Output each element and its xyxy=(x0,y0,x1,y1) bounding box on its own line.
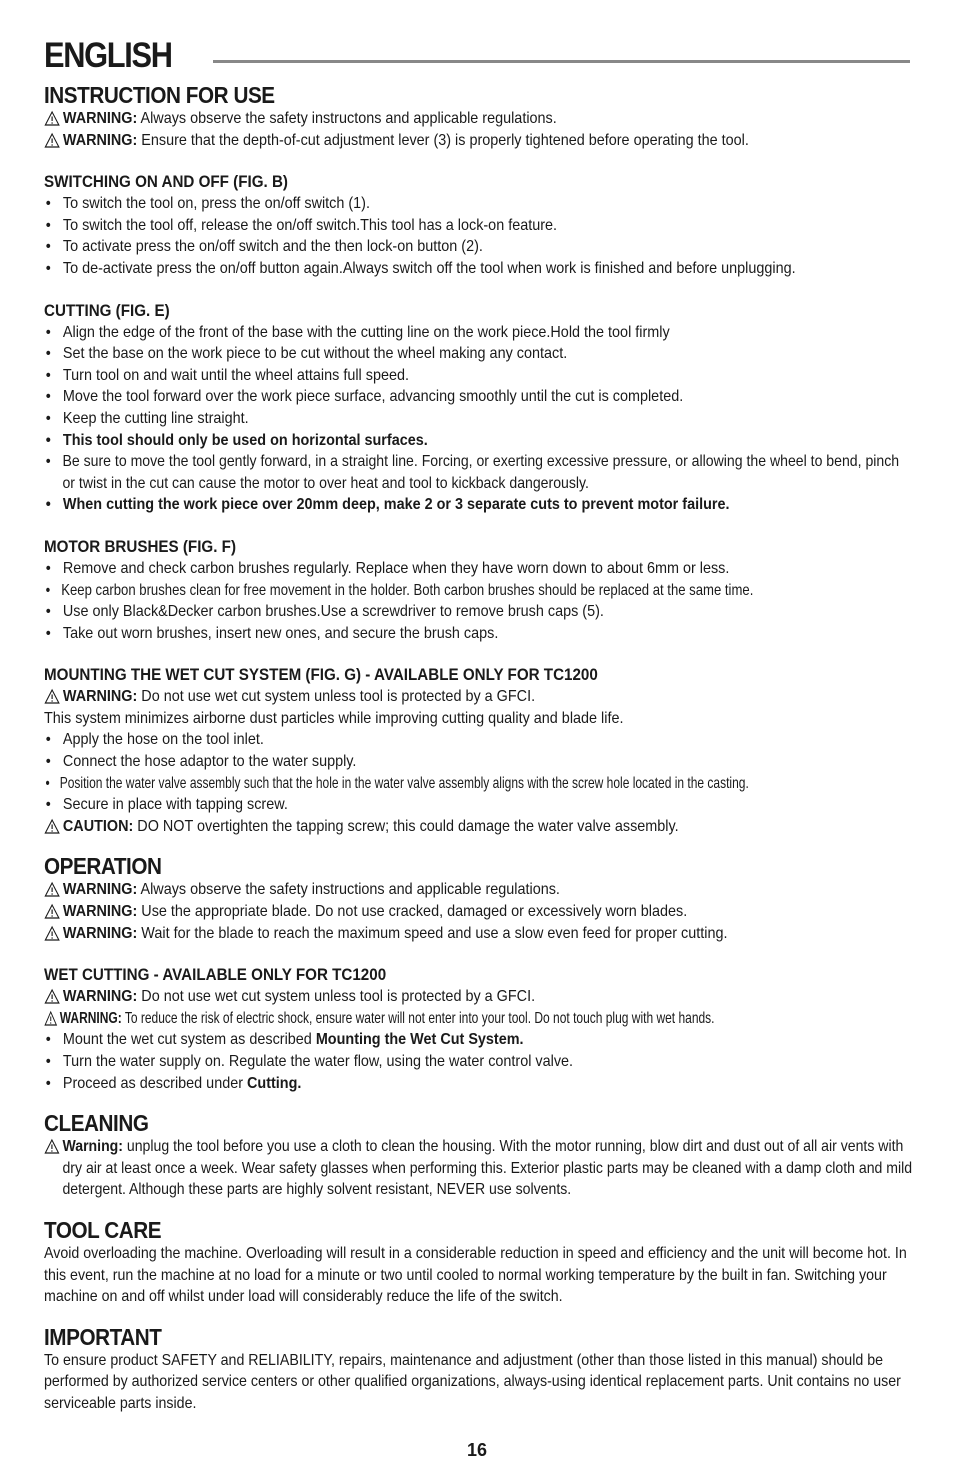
subsection-title-brushes: MOTOR BRUSHES (FIG. F) xyxy=(44,537,237,556)
cleaning-warning xyxy=(44,1136,925,1201)
list-item: • Connect the hose adaptor to the water supply. xyxy=(44,751,823,773)
list-item-text: Be sure to move the tool gently forward, in a straight line. Forcing, or exerting excessive pressure, or allowing the wheel to bend, pinch or twist in the cut can cause the motor to over heat and tool to kickback dangerously. xyxy=(62,453,900,492)
intro-text: This system minimizes airborne dust particles while improving cutting quality and blade life. xyxy=(44,709,624,727)
list-item: • Move the tool forward over the work piece surface, advancing smoothly until the cut is completed. xyxy=(44,386,823,408)
warning-label: WARNING: xyxy=(62,903,138,921)
warning-text: Always observe the safety instructons and applicable regulations. xyxy=(140,110,557,127)
caution-label: CAUTION: xyxy=(62,817,134,835)
list-item: • Take out worn brushes, insert new ones, and secure the brush caps. xyxy=(44,623,823,645)
list-item xyxy=(44,1029,823,1051)
list-item xyxy=(44,451,903,494)
warning-triangle-icon xyxy=(44,879,60,900)
manual-page xyxy=(44,36,913,1415)
list-item-text: Proceed as described under xyxy=(62,1074,248,1092)
list-item: • To activate press the on/off switch and the then lock-on button (2). xyxy=(44,236,823,258)
warning-triangle-icon xyxy=(44,923,60,944)
subsection-title-mounting: MOUNTING THE WET CUT SYSTEM (FIG. G) - AVAILABLE ONLY FOR TC1200 xyxy=(44,666,598,685)
language-title: ENGLISH xyxy=(44,36,172,75)
warning-triangle-icon xyxy=(44,130,60,151)
warning-triangle-icon xyxy=(44,108,60,129)
section-title-important: IMPORTANT xyxy=(44,1323,162,1350)
warning-label: WARNING: xyxy=(62,110,138,127)
warning-line xyxy=(44,901,823,923)
header-rule xyxy=(213,60,910,63)
tool-care-text: Avoid overloading the machine. Overloading will result in a considerable reduction in speed and efficiency and the unit will become hot. In this event, run the machine at no load for a minute or two until cooled to normal working temperature by the built in fan. Switching your machine on and off whilst under load will considerably reduce the life of the switch. xyxy=(44,1244,907,1306)
list-item: • To switch the tool off, release the on/off switch.This tool has a lock-on feature. xyxy=(44,215,823,237)
warning-triangle-icon xyxy=(44,901,60,922)
warning-line xyxy=(44,108,823,130)
warning-line xyxy=(44,130,823,152)
warning-text: Always observe the safety instructions and applicable regulations. xyxy=(140,881,560,899)
list-item-bold: • This tool should only be used on horizontal surfaces. xyxy=(44,430,823,452)
caution-line xyxy=(44,816,823,838)
list-item: • Keep the cutting line straight. xyxy=(44,408,823,430)
list-item: • To switch the tool on, press the on/off switch (1). xyxy=(44,193,823,215)
cross-reference: Cutting. xyxy=(247,1074,302,1092)
list-item: • Remove and check carbon brushes regularly. Replace when they have worn down to about 6mm or less. xyxy=(44,558,823,580)
warning-text: To reduce the risk of electric shock, ensure water will not enter into your tool. Do not touch plug with wet hands. xyxy=(124,1009,715,1027)
warning-line xyxy=(44,686,823,708)
list-item: • Turn tool on and wait until the wheel attains full speed. xyxy=(44,365,823,387)
warning-label: WARNING: xyxy=(62,881,138,899)
warning-label: WARNING: xyxy=(59,1009,122,1027)
section-title-operation: OPERATION xyxy=(44,853,162,880)
warning-label: Warning: xyxy=(62,1138,123,1156)
warning-triangle-icon xyxy=(44,1008,58,1029)
warning-text: unplug the tool before you use a cloth to clean the housing. With the motor running, blow dirt and dust out of all air vents with dry air at least once a week. Wear safety glasses when performing this. Exterior plastic parts may be cleaned with a damp cloth and mild detergent. Although these parts are highly solvent resistant, NEVER use solvents. xyxy=(62,1138,913,1199)
warning-text: Do not use wet cut system unless tool is protected by a GFCI. xyxy=(141,988,536,1006)
warning-line xyxy=(44,879,823,901)
section-title-cleaning: CLEANING xyxy=(44,1110,149,1137)
warning-triangle-icon xyxy=(44,816,60,837)
section-title-instruction: INSTRUCTION FOR USE xyxy=(44,82,275,108)
list-item: • Secure in place with tapping screw. xyxy=(44,794,823,816)
warning-label: WARNING: xyxy=(62,688,138,706)
list-item: • Turn the water supply on. Regulate the water flow, using the water control valve. xyxy=(44,1051,823,1073)
warning-label: WARNING: xyxy=(62,131,138,149)
list-item: • Set the base on the work piece to be cut without the wheel making any contact. xyxy=(44,343,823,365)
subsection-title-cutting: CUTTING (FIG. E) xyxy=(44,301,170,320)
warning-text: Do not use wet cut system unless tool is protected by a GFCI. xyxy=(141,688,536,706)
list-item xyxy=(44,1073,823,1095)
warning-text: Wait for the blade to reach the maximum speed and use a slow even feed for proper cutting. xyxy=(141,924,728,942)
warning-label: WARNING: xyxy=(62,988,138,1006)
warning-text: Use the appropriate blade. Do not use cracked, damaged or excessively worn blades. xyxy=(141,903,688,921)
page-number: 16 xyxy=(466,1440,488,1460)
warning-line xyxy=(44,1008,715,1030)
list-item: • Use only Black&Decker carbon brushes.Use a screwdriver to remove brush caps (5). xyxy=(44,601,823,623)
list-item: • To de-activate press the on/off button again.Always switch off the tool when work is finished and before unplugging. xyxy=(44,258,823,280)
warning-text: Ensure that the depth-of-cut adjustment lever (3) is properly tightened before operating the tool. xyxy=(141,131,749,149)
caution-text: DO NOT overtighten the tapping screw; this could damage the water valve assembly. xyxy=(137,817,679,835)
section-title-tool-care: TOOL CARE xyxy=(44,1216,162,1243)
language-header xyxy=(44,36,910,76)
subsection-title-wet-cutting: WET CUTTING - AVAILABLE ONLY FOR TC1200 xyxy=(44,966,387,985)
cross-reference: Mounting the Wet Cut System. xyxy=(315,1031,524,1049)
warning-line xyxy=(44,986,823,1008)
list-item: • Position the water valve assembly such that the hole in the water valve assembly aligns with the screw hole located in the casting. xyxy=(44,773,694,795)
warning-triangle-icon xyxy=(44,686,60,707)
list-item-text: Mount the wet cut system as described xyxy=(62,1031,316,1049)
warning-label: WARNING: xyxy=(62,924,138,942)
list-item: • Keep carbon brushes clean for free movement in the holder. Both carbon brushes should be replaced at the same time. xyxy=(44,580,754,602)
subsection-title-switching: SWITCHING ON AND OFF (FIG. B) xyxy=(44,173,288,192)
list-item: • Apply the hose on the tool inlet. xyxy=(44,729,823,751)
list-item: • Align the edge of the front of the base with the cutting line on the work piece.Hold the tool firmly xyxy=(44,322,823,344)
important-text: To ensure product SAFETY and RELIABILITY, repairs, maintenance and adjustment (other than those listed in this manual) should be performed by authorized service centers or other qualified organizations, always-using identical replacement parts. Unit contains no user serviceable parts inside. xyxy=(44,1351,901,1412)
warning-line xyxy=(44,923,823,945)
warning-triangle-icon xyxy=(44,986,60,1007)
list-item-bold: • When cutting the work piece over 20mm deep, make 2 or 3 separate cuts to prevent motor failure. xyxy=(44,494,823,516)
warning-triangle-icon xyxy=(44,1136,60,1157)
